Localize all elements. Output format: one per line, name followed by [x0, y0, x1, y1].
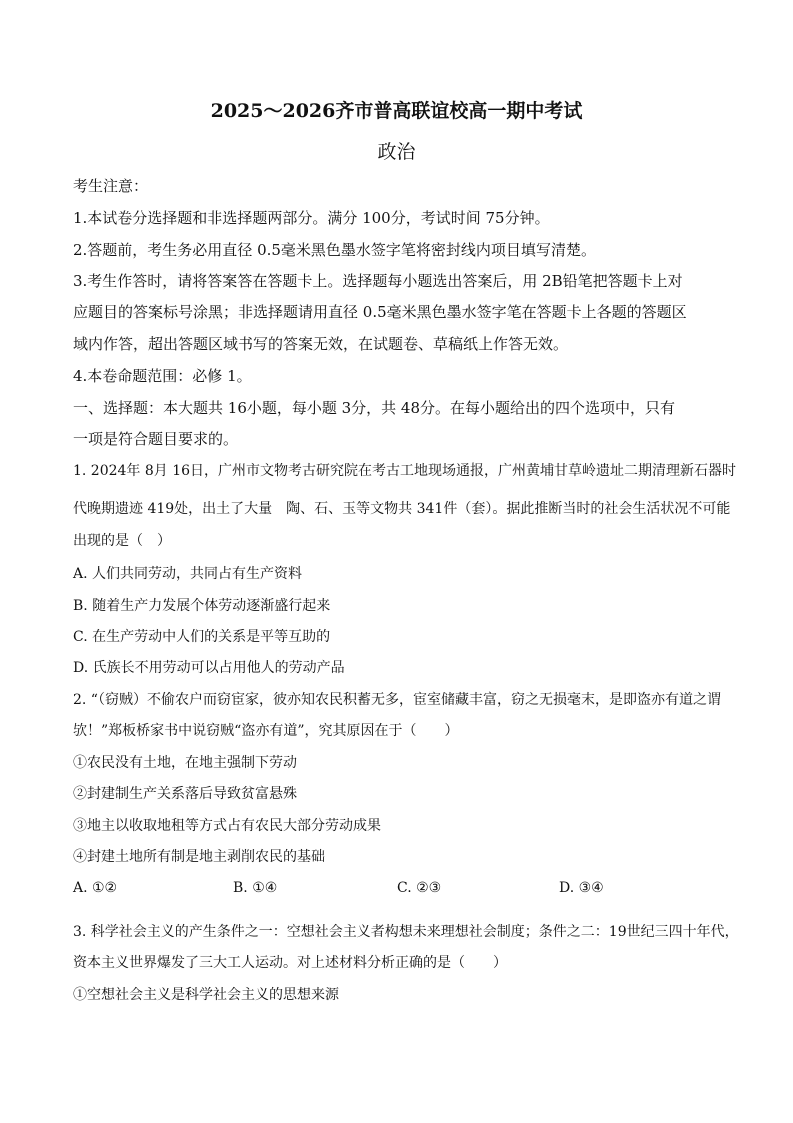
- section-instructions: 一、选择题：本大题共 16小题，每小题 3分，共 48分。在每小题给出的四个选项中，只有: [73, 399, 676, 417]
- question-2-statement-3: ③地主以收取地租等方式占有农民大部分劳动成果: [73, 818, 381, 834]
- question-3-statement-1: ①空想社会主义是科学社会主义的思想来源: [73, 987, 339, 1003]
- question-2-option-a: A. ①②: [73, 880, 118, 896]
- question-1-stem-line-1: 1. 2024年 8月 16日，广州市文物考古研究院在考古工地现场通报，广州黄埔甘草岭遗址二期清理新石器时: [73, 463, 737, 479]
- question-3-stem-line-1: 3. 科学社会主义的产生条件之一：空想社会主义者构想未来理想社会制度；条件之二：19世纪三四十年代，: [73, 924, 739, 940]
- question-2-statement-1: ①农民没有土地，在地主强制下劳动: [73, 755, 297, 771]
- question-1-stem-line-2: 代晚期遗迹 419处，出土了大量 陶、石、玉等文物共 341件（套）。据此推断当时的社会生活状况不可能: [73, 501, 731, 517]
- question-2-statement-2: ②封建制生产关系落后导致贫富悬殊: [73, 786, 297, 802]
- notice-item-4: 4.本卷命题范围：必修 1。: [73, 367, 252, 385]
- question-2-option-b: B. ①④: [233, 880, 278, 896]
- notice-item-1: 1.本试卷分选择题和非选择题两部分。满分 100分，考试时间 75分钟。: [73, 209, 550, 227]
- notice-item-3-cont2: 域内作答，超出答题区域书写的答案无效，在试题卷、草稿纸上作答无效。: [73, 335, 569, 353]
- question-2-stem-line-2: 欤！”郑板桥家书中说窃贼“盗亦有道”，究其原因在于（ ）: [73, 723, 459, 739]
- question-2-statement-4: ④封建土地所有制是地主剥削农民的基础: [73, 849, 325, 865]
- notice-item-3: 3.考生作答时，请将答案答在答题卡上。选择题每小题选出答案后，用 2B铅笔把答题卡上对: [73, 272, 683, 290]
- question-1-option-b: B. 随着生产力发展个体劳动逐渐盛行起来: [73, 598, 331, 614]
- section-instructions-cont: 一项是符合题目要求的。: [73, 430, 239, 448]
- notice-item-2: 2.答题前，考生务必用直径 0.5毫米黑色墨水签字笔将密封线内项目填写清楚。: [73, 241, 596, 259]
- question-2-option-d: D. ③④: [559, 880, 604, 896]
- question-3-stem-line-2: 资本主义世界爆发了三大工人运动。对上述材料分析正确的是（ ）: [73, 955, 507, 971]
- question-1-option-d: D. 氏族长不用劳动可以占用他人的劳动产品: [73, 660, 345, 676]
- notice-heading: 考生注意：: [73, 177, 149, 195]
- notice-item-3-cont: 应题目的答案标号涂黑；非选择题请用直径 0.5毫米黑色墨水签字笔在答题卡上各题的答题区: [73, 303, 687, 321]
- exam-title: 2025～2026齐市普高联谊校高一期中考试: [210, 100, 583, 122]
- question-1-stem-line-3: 出现的是（ ）: [73, 533, 171, 549]
- question-2-stem-line-1: 2. “（窃贼）不偷农户而窃宦家，彼亦知农民积蓄无多，宦室储藏丰富，窃之无损毫末，是即盗亦有道之谓: [73, 692, 721, 708]
- question-1-option-a: A. 人们共同劳动，共同占有生产资料: [73, 566, 303, 582]
- question-1-option-c: C. 在生产劳动中人们的关系是平等互助的: [73, 629, 331, 645]
- exam-subject: 政治: [377, 141, 416, 163]
- question-2-option-c: C. ②③: [397, 880, 442, 896]
